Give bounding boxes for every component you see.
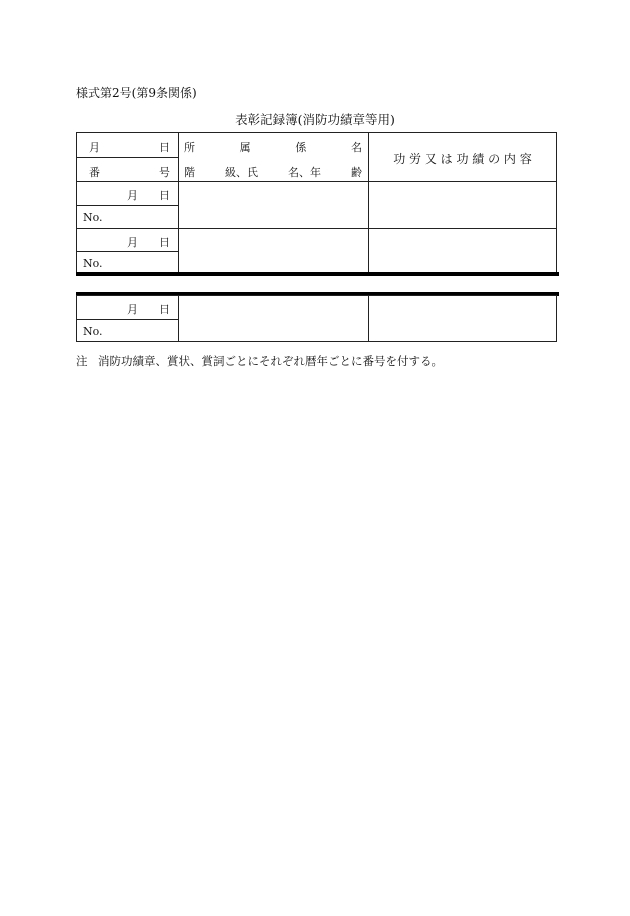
header-affiliation: 所 属 係 名 — [184, 141, 362, 154]
affiliation-column — [178, 296, 369, 341]
entry-date: 月 日 — [127, 303, 170, 316]
record-table-top — [76, 132, 557, 274]
merit-column — [369, 133, 556, 273]
footnote-text: 消防功績章、賞状、賞詞ごとにそれぞれ暦年ごとに番号を付する。 — [98, 354, 443, 368]
date-number-column — [77, 296, 179, 341]
form-number-label: 様式第2号(第9条関係) — [76, 86, 197, 100]
document-title: 表彰記録簿(消防功績章等用) — [235, 112, 395, 127]
header-date: 月 日 — [89, 141, 170, 154]
affiliation-column — [178, 133, 369, 273]
entry-number: No. — [83, 257, 103, 270]
entry-number: No. — [83, 325, 103, 338]
entry-date: 月 日 — [127, 236, 170, 249]
footnote — [76, 353, 443, 369]
record-table-bottom — [76, 295, 557, 342]
entry-date: 月 日 — [127, 189, 170, 202]
footnote-label: 注 — [76, 354, 88, 368]
header-rank-name-age: 階 級、氏 名、年 齢 — [184, 166, 362, 179]
section-break-line-top — [76, 272, 559, 276]
entry-number: No. — [83, 211, 103, 224]
header-number: 番 号 — [89, 166, 170, 179]
header-merit: 功 労 又 は 功 績 の 内 容 — [393, 152, 532, 166]
date-number-column — [77, 133, 179, 273]
merit-column — [369, 296, 556, 341]
